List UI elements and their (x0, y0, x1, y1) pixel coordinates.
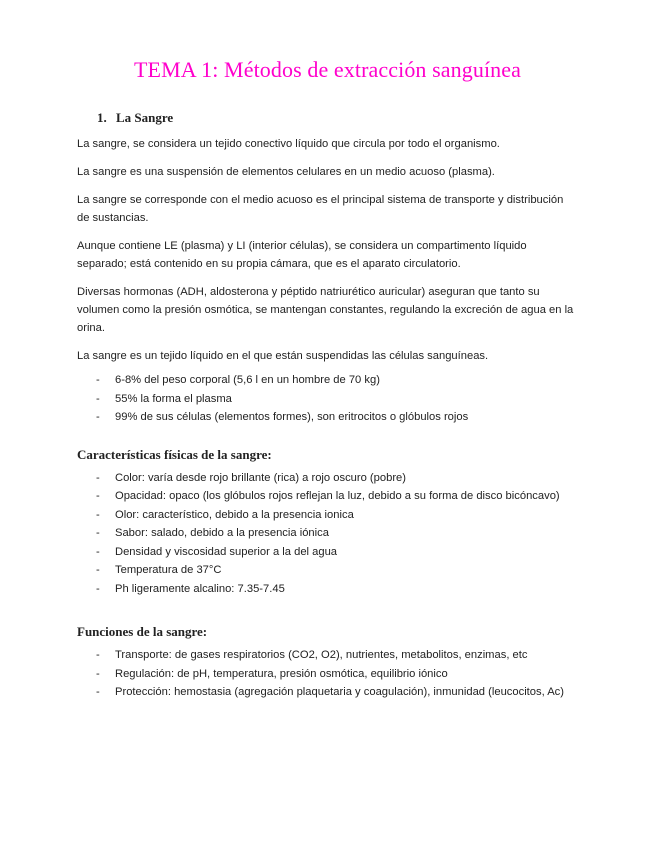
list-item: - Regulación: de pH, temperatura, presión osmótica, equilibrio iónico (77, 665, 577, 684)
list-item: - Olor: característico, debido a la presencia ionica (77, 506, 577, 525)
list-item: - 99% de sus células (elementos formes), son eritrocitos o glóbulos rojos (77, 408, 577, 427)
list-item: - Ph ligeramente alcalino: 7.35-7.45 (77, 580, 577, 599)
bullet-dash: - (96, 471, 100, 484)
paragraph: Aunque contiene LE (plasma) y LI (interior células), se considera un compartimento líquido separado; está contenido en su propia cámara, que es el aparato circulatorio. (77, 240, 527, 270)
paragraph: La sangre es una suspensión de elementos celulares en un medio acuoso (plasma). (77, 166, 495, 178)
list-item: - Protección: hemostasia (agregación plaquetaria y coagulación), inmunidad (leucocitos, Ac) (77, 683, 577, 702)
list-item: - Transporte: de gases respiratorios (CO2, O2), nutrientes, metabolitos, enzimas, etc (77, 646, 577, 665)
bullet-dash: - (96, 545, 100, 558)
bullet-dash: - (96, 582, 100, 595)
bullet-dash: - (96, 686, 100, 698)
section-number: 1. (97, 110, 107, 125)
bullet-dash: - (96, 667, 100, 680)
bullet-dash: - (96, 564, 100, 576)
bullet-dash: - (96, 374, 100, 386)
document-body (77, 110, 577, 702)
bullet-dash: - (96, 411, 100, 423)
bullet-dash: - (96, 508, 100, 521)
bullet-dash: - (96, 649, 100, 661)
paragraph: La sangre se corresponde con el medio acuoso es el principal sistema de transporte y distribución de sustancias. (77, 194, 564, 224)
functions-heading: Funciones de la sangre: (77, 624, 208, 639)
bullet-dash: - (96, 527, 100, 539)
list-item: - Densidad y viscosidad superior a la del agua (77, 543, 577, 562)
section-title: La Sangre (116, 110, 174, 125)
characteristics-list (77, 469, 577, 599)
paragraph: La sangre, se considera un tejido conectivo líquido que circula por todo el organismo. (77, 138, 500, 150)
bullet-dash: - (96, 392, 100, 405)
paragraph: La sangre es un tejido líquido en el que están suspendidas las células sanguíneas. (77, 350, 489, 362)
list-item: - 6-8% del peso corporal (5,6 l en un hombre de 70 kg) (77, 371, 577, 390)
list-item: - 55% la forma el plasma (77, 390, 577, 409)
paragraph: Diversas hormonas (ADH, aldosterona y péptido natriurético auricular) aseguran que tanto su volumen como la presión osmótica, se mantengan constantes, regulando la excreción de agua en la orina. (77, 286, 574, 334)
list-item: - Color: varía desde rojo brillante (rica) a rojo oscuro (pobre) (77, 469, 577, 488)
list-item: - Sabor: salado, debido a la presencia iónica (77, 524, 577, 543)
functions-list (77, 646, 577, 702)
list-item: - Opacidad: opaco (los glóbulos rojos reflejan la luz, debido a su forma de disco bicóncavo) (77, 487, 577, 506)
characteristics-heading: Características físicas de la sangre: (77, 446, 272, 462)
list-item: - Temperatura de 37°C (77, 561, 577, 580)
blood-facts-list (77, 371, 577, 427)
section-heading (97, 110, 577, 126)
page-title: TEMA 1: Métodos de extracción sanguínea (134, 57, 521, 82)
bullet-dash: - (96, 490, 100, 502)
